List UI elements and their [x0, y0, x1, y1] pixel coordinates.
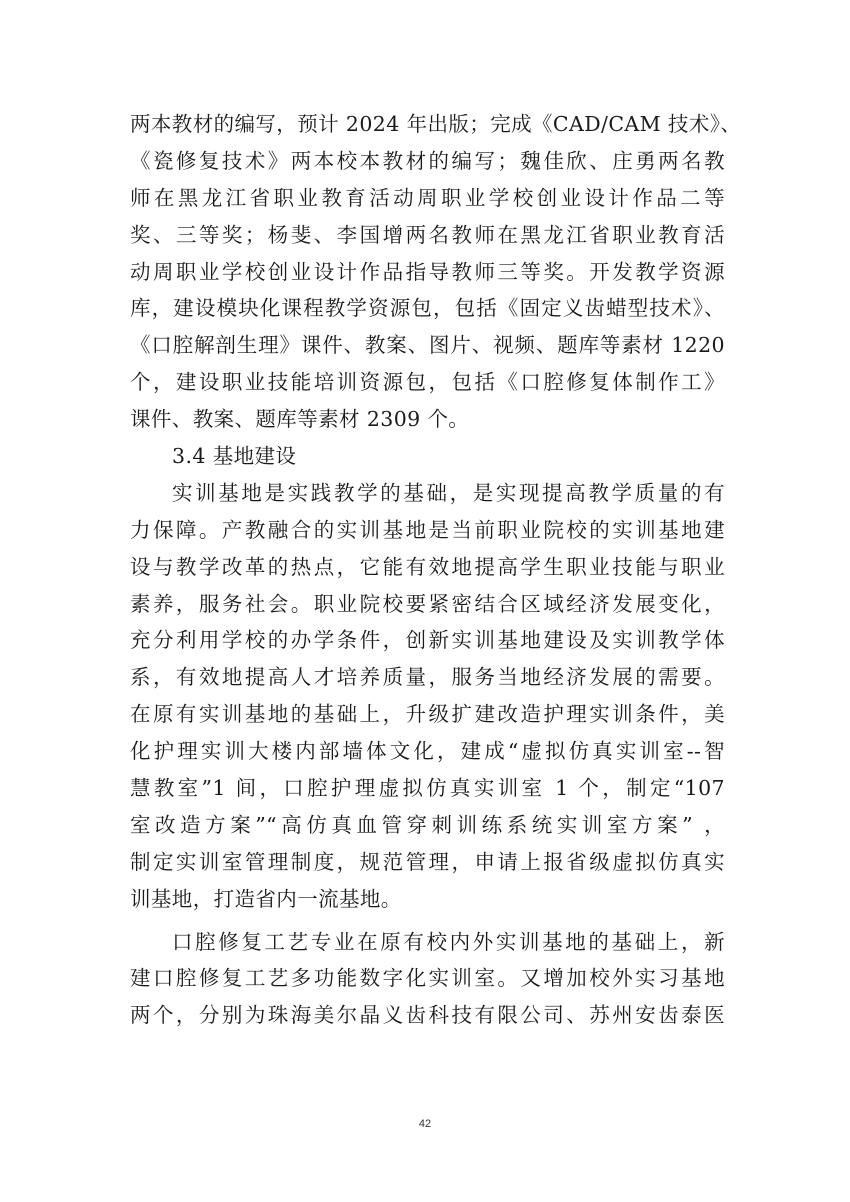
text-line: 口腔修复工艺专业在原有校内外实训基地的基础上，新	[172, 929, 725, 954]
text-line: 实训基地是实践教学的基础，是实现提高教学质量的有	[172, 480, 725, 505]
text-line: 化护理实训大楼内部墙体文化，建成“虚拟仿真实训室--智	[130, 739, 725, 764]
text-line: 个，建设职业技能培训资源包，包括《口腔修复体制作工》	[130, 370, 725, 395]
page-number: 42	[418, 1118, 432, 1130]
text-line: 课件、教案、题库等素材 2309 个。	[130, 407, 470, 432]
text-line: 素养，服务社会。职业院校要紧密结合区域经济发展变化，	[130, 591, 725, 616]
text-line: 建口腔修复工艺多功能数字化实训室。又增加校外实习基地	[130, 966, 725, 991]
text-line: 奖、三等奖；杨斐、李国增两名教师在黑龙江省职业教育活	[130, 222, 725, 247]
body-text	[130, 106, 742, 1034]
text-line: 力保障。产教融合的实训基地是当前职业院校的实训基地建	[130, 517, 725, 542]
text-line: 训基地，打造省内一流基地。	[130, 886, 402, 911]
text-line: 《口腔解剖生理》课件、教案、图片、视频、题库等素材 1220	[130, 333, 725, 358]
text-line: 设与教学改革的热点，它能有效地提高学生职业技能与职业	[130, 554, 725, 579]
text-line: 师在黑龙江省职业教育活动周职业学校创业设计作品二等	[130, 185, 725, 210]
section-heading: 3.4 基地建设	[172, 444, 297, 469]
text-line: 制定实训室管理制度，规范管理，申请上报省级虚拟仿真实	[130, 849, 725, 874]
text-line: 充分利用学校的办学条件，创新实训基地建设及实训教学体	[130, 628, 725, 653]
text-line: 室改造方案”“高仿真血管穿刺训练系统实训室方案” ，	[130, 812, 725, 837]
text-line: 系，有效地提高人才培养质量，服务当地经济发展的需要。	[130, 665, 725, 690]
text-line: 两个，分别为珠海美尔晶义齿科技有限公司、苏州安齿泰医	[130, 1003, 725, 1028]
text-line: 慧教室”1 间，口腔护理虚拟仿真实训室 1 个，制定“107	[130, 776, 725, 801]
text-line: 在原有实训基地的基础上，升级扩建改造护理实训条件，美	[130, 702, 725, 727]
text-line: 两本教材的编写，预计 2024 年出版；完成《CAD/CAM 技术》、	[130, 112, 742, 136]
text-line: 动周职业学校创业设计作品指导教师三等奖。开发教学资源	[130, 259, 725, 284]
text-line: 库，建设模块化课程教学资源包，包括《固定义齿蜡型技术》、	[130, 296, 725, 321]
text-line: 《瓷修复技术》两本校本教材的编写；魏佳欣、庄勇两名教	[130, 148, 725, 173]
